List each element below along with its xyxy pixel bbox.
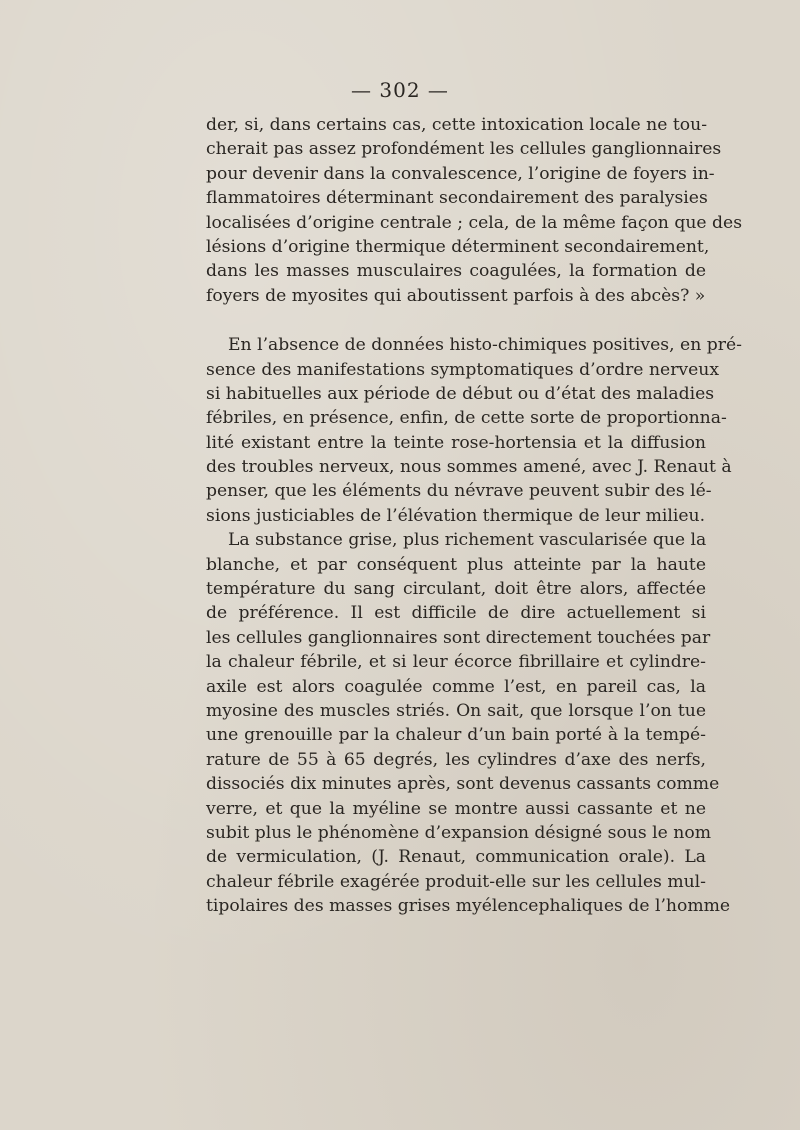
body-text xyxy=(206,113,743,919)
paragraph-1 xyxy=(206,113,743,308)
text-line: der, si, dans certains cas, cette intoxication locale ne tou- xyxy=(206,115,708,135)
text-line: sions justiciables de l’élévation thermique de leur milieu. xyxy=(206,505,706,526)
text-line: localisées d’origine centrale ; cela, de la même façon que des xyxy=(206,212,743,233)
text-line: flammatoires déterminant secondairement des paralysies xyxy=(206,188,708,209)
text-line: axile est alors coagulée comme l’est, en pareil cas, la xyxy=(206,676,706,697)
text-line: rature de 55 à 65 degrés, les cylindres d’axe des nerfs, xyxy=(206,749,706,770)
text-line: foyers de myosites qui aboutissent parfois à des abcès? » xyxy=(206,285,706,306)
text-line: de préférence. Il est difficile de dire actuellement si xyxy=(206,603,706,624)
paragraph-3 xyxy=(206,528,731,918)
text-line: verre, et que la myéline se montre aussi cassante et ne xyxy=(206,798,706,819)
text-line: dans les masses musculaires coagulées, la formation de xyxy=(206,261,706,282)
page-number: — 302 — xyxy=(351,78,449,102)
paragraph-2 xyxy=(206,333,742,528)
text-line: de vermiculation, (J. Renaut, communication orale). La xyxy=(206,847,706,868)
text-line: les cellules ganglionnaires sont directement touchées par xyxy=(206,627,711,648)
text-line: tipolaires des masses grises myélencephaliques de l’homme xyxy=(206,896,731,917)
text-line: lité existant entre la teinte rose-hortensia et la diffusion xyxy=(206,432,706,453)
text-line: si habituelles aux période de début ou d’état des maladies xyxy=(206,383,715,404)
text-line: des troubles nerveux, nous sommes amené, avec J. Renaut à xyxy=(206,457,732,478)
text-line: blanche, et par conséquent plus atteinte par la haute xyxy=(206,554,706,575)
text-line: fébriles, en présence, enfin, de cette sorte de proportionna- xyxy=(206,408,727,429)
text-line: lésions d’origine thermique déterminent secondairement, xyxy=(206,236,710,257)
text-line: température du sang circulant, doit être alors, affectée xyxy=(206,579,706,600)
text-line: penser, que les éléments du névrave peuvent subir des lé- xyxy=(206,481,712,502)
text-line: sence des manifestations symptomatiques d’ordre nerveux xyxy=(206,359,720,380)
text-line: En l’absence de données histo-chimiques positives, en pré- xyxy=(228,335,742,356)
text-line: dissociés dix minutes après, sont devenus cassants comme xyxy=(206,774,720,795)
text-line: subit plus le phénomène d’expansion désigné sous le nom xyxy=(206,822,711,843)
text-line: la chaleur fébrile, et si leur écorce fibrillaire et cylindre- xyxy=(206,652,706,673)
text-line: pour devenir dans la convalescence, l’origine de foyers in- xyxy=(206,163,715,184)
text-line: chaleur fébrile exagérée produit-elle sur les cellules mul- xyxy=(206,871,706,892)
text-line: une grenouille par la chaleur d’un bain porté à la tempé- xyxy=(206,725,706,746)
text-line: cherait pas assez profondément les cellules ganglionnaires xyxy=(206,139,722,160)
text-line: myosine des muscles striés. On sait, que lorsque l’on tue xyxy=(206,700,706,721)
text-line: La substance grise, plus richement vascularisée que la xyxy=(228,530,707,551)
